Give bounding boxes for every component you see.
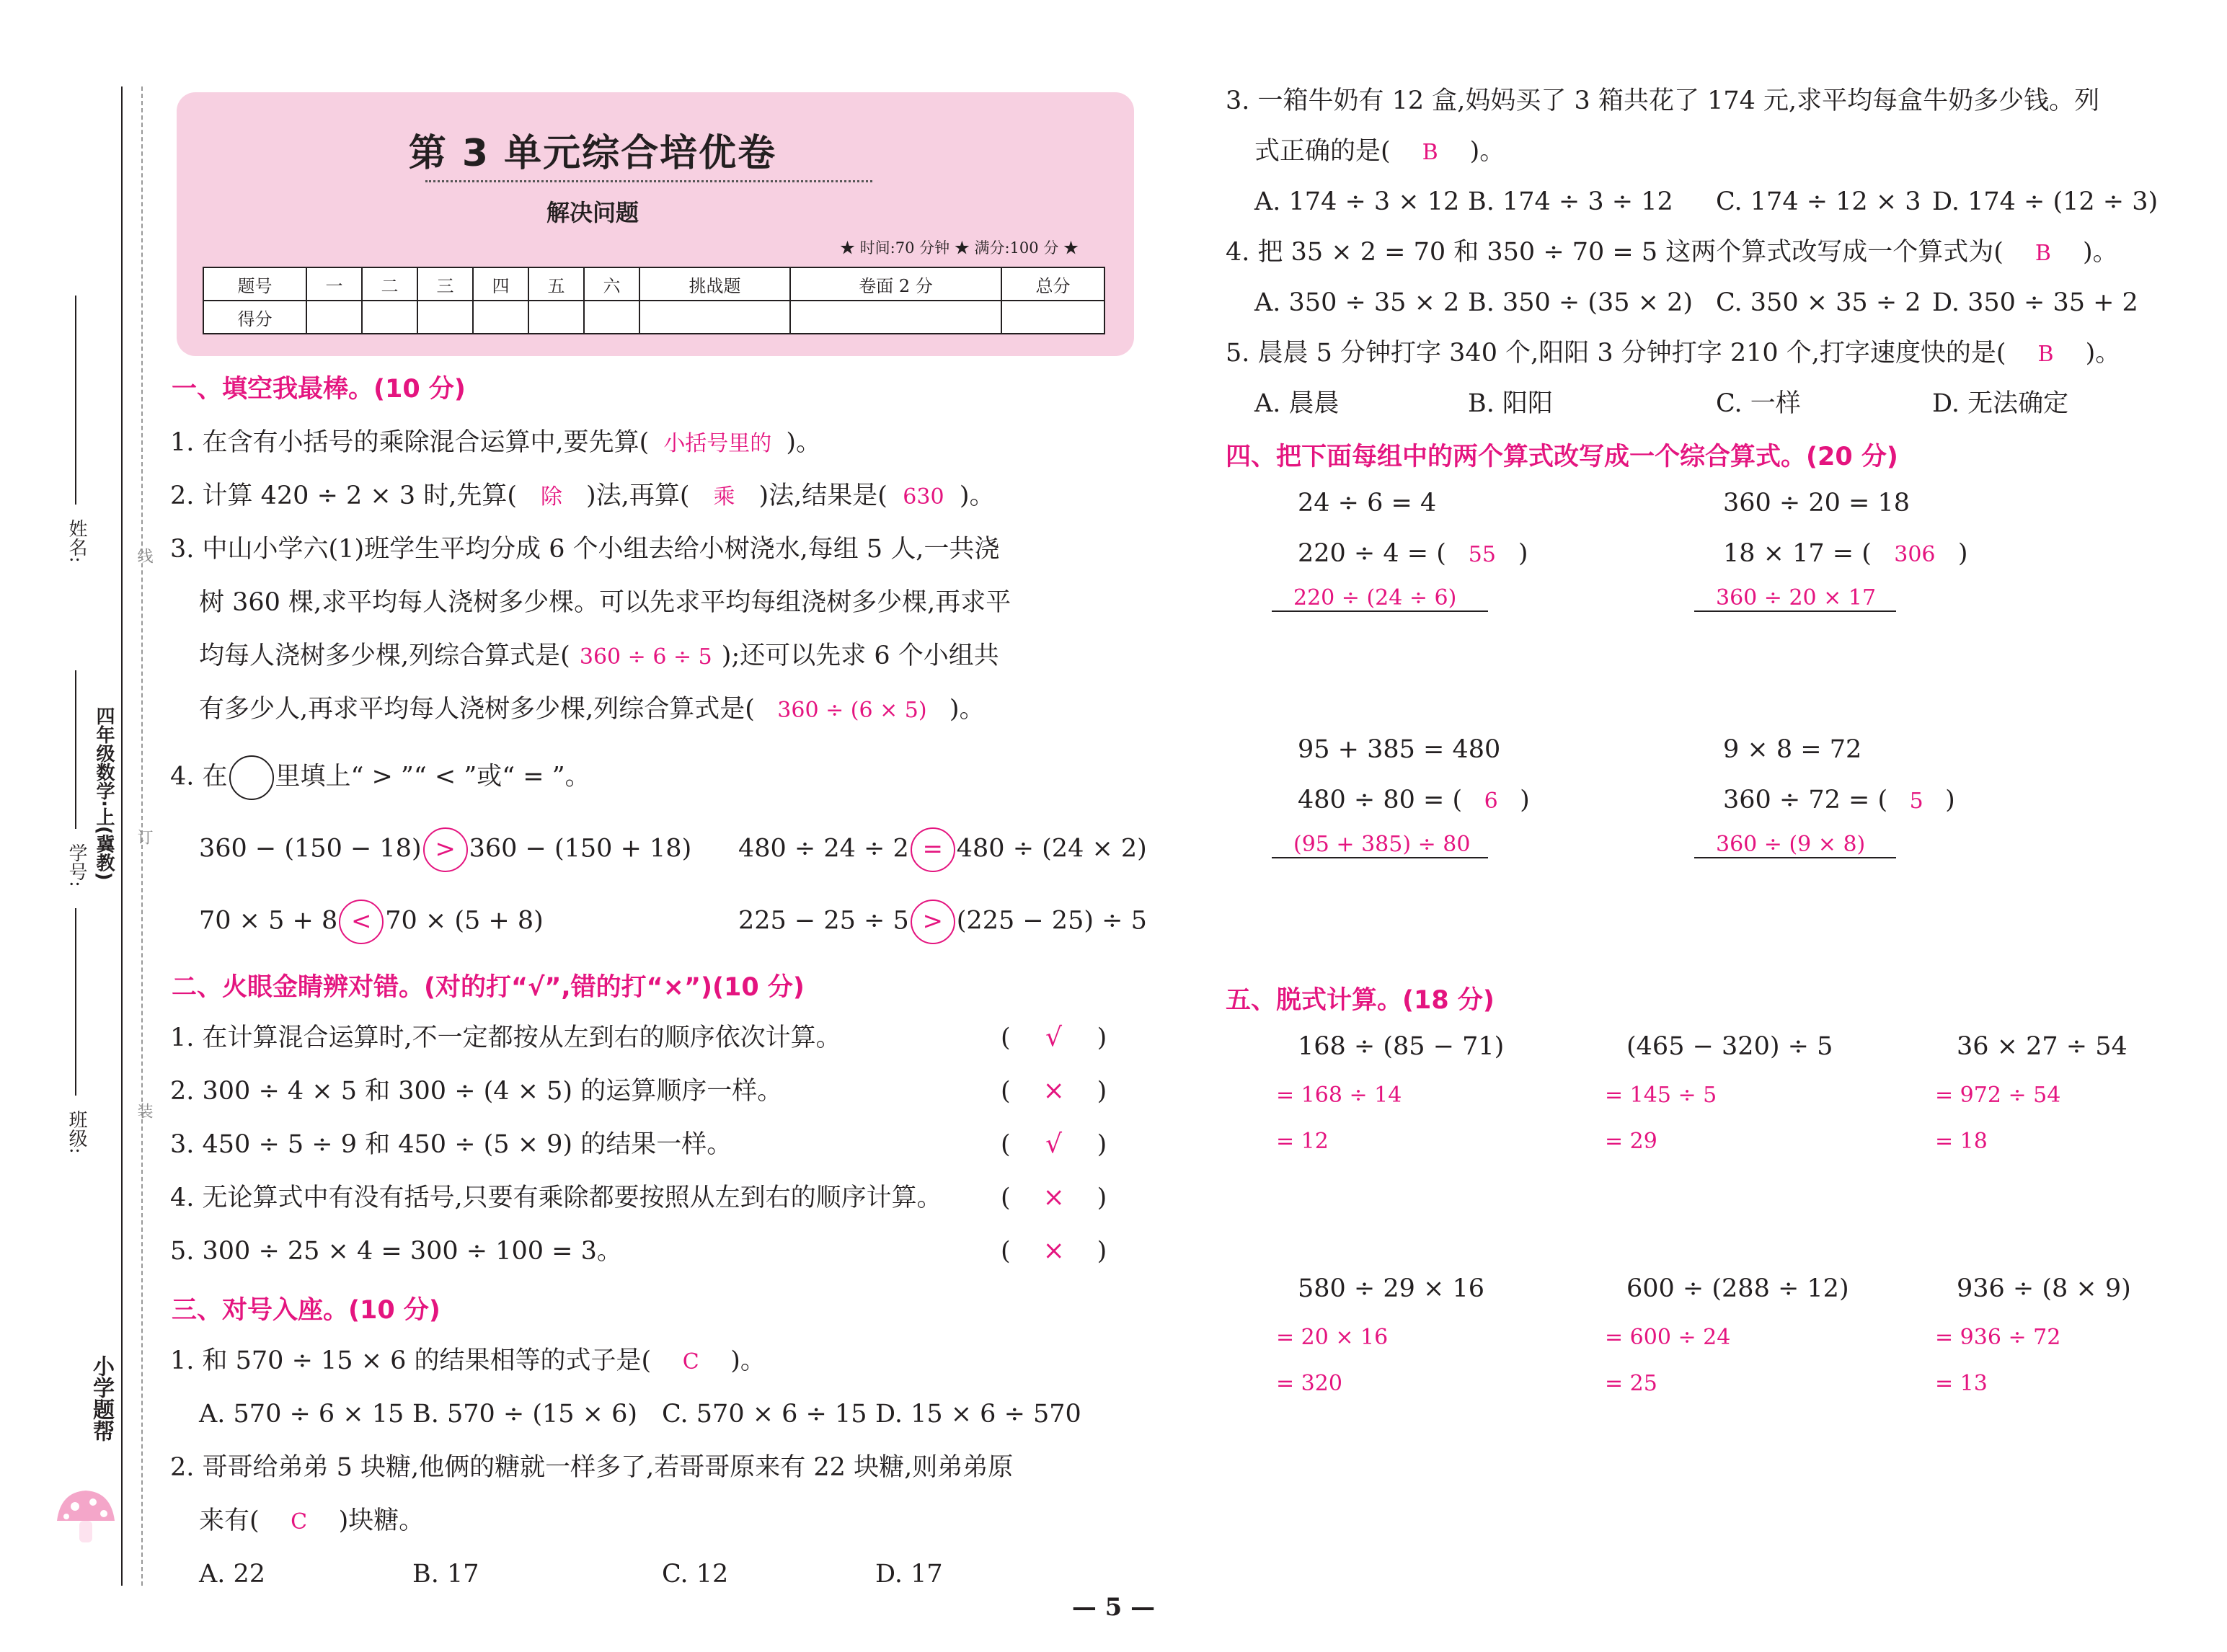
s1-q3-text-3b: );还可以先求 6 个小组共	[721, 641, 999, 670]
s3-q3-line1: 3. 一箱牛奶有 12 盒,妈妈买了 3 箱共花了 174 元,求平均每盒牛奶多少钱。列	[1226, 86, 2100, 115]
s1-q2-text: 2. 计算 420 ÷ 2 × 3 时,先算(	[170, 481, 518, 510]
s3-q5-text: 5. 晨晨 5 分钟打字 340 个,阳阳 3 分钟打字 210 个,打字速度快的是(	[1226, 339, 2006, 368]
s5-expr-1: 168 ÷ (85 − 71)	[1298, 1032, 1505, 1061]
tf-answer-4	[1001, 1182, 1107, 1214]
paren-right: )	[1097, 1023, 1107, 1052]
s1-q3-line1: 3. 中山小学六(1)班学生平均分成 6 个小组去给小树浇水,每组 5 人,一共浇	[170, 535, 1000, 564]
option: C. 174 ÷ 12 × 3	[1716, 187, 1921, 216]
margin-id-line	[75, 670, 76, 829]
s5-step-1b[interactable]: = 12	[1276, 1129, 1329, 1154]
s1-q2-text-4: )。	[959, 481, 995, 510]
tf-mark[interactable]: ×	[1042, 1183, 1065, 1212]
mushroom-logo-icon	[53, 1485, 118, 1550]
option: D. 17	[875, 1560, 943, 1589]
s5-expr-4: 580 ÷ 29 × 16	[1298, 1274, 1485, 1303]
s1-q4-text: 4. 在	[170, 762, 228, 791]
compare-left: 225 − 25 ÷ 5	[738, 906, 909, 936]
s3-q3-text-end: )。	[1469, 137, 1505, 166]
s4-answer[interactable]: 5	[1909, 789, 1923, 814]
compare-answer-circle[interactable]: <	[339, 900, 384, 944]
score-cell[interactable]	[473, 301, 528, 334]
s1-q3-text-3: 均每人浇树多少棵,列综合算式是(	[199, 641, 570, 670]
s4-group-4-line1: 9 × 8 = 72	[1723, 735, 1862, 764]
compare-right: 480 ÷ (24 × 2)	[956, 834, 1147, 863]
s4-combined-3[interactable]: (95 + 385) ÷ 80	[1272, 832, 1488, 858]
option: B. 350 ÷ (35 × 2)	[1468, 288, 1694, 317]
option: C. 570 × 6 ÷ 15	[662, 1400, 867, 1429]
option: B. 17	[412, 1560, 479, 1589]
margin-bind-label: 订	[135, 829, 153, 845]
score-col: 二	[362, 267, 417, 301]
option: D. 15 × 6 ÷ 570	[875, 1400, 1081, 1429]
section-2-title: 二、火眼金睛辨对错。(对的打“√”,错的打“×”)(10 分)	[172, 973, 805, 1002]
paren-right: )	[1097, 1184, 1107, 1212]
s1-q2-answer-3[interactable]: 630	[903, 484, 944, 510]
s5-step-3a[interactable]: = 972 ÷ 54	[1935, 1083, 2061, 1108]
margin-id-label: 学号:	[66, 843, 87, 887]
s5-step-4a[interactable]: = 20 × 16	[1276, 1325, 1389, 1350]
margin-name-line	[75, 296, 76, 505]
s1-compare-1	[199, 827, 691, 872]
option: D. 无法确定	[1932, 389, 2069, 418]
s5-step-5b[interactable]: = 25	[1605, 1371, 1657, 1396]
s5-step-2b[interactable]: = 29	[1605, 1129, 1657, 1154]
s5-step-6b[interactable]: = 13	[1935, 1371, 1988, 1396]
s1-q3-answer-2[interactable]: 360 ÷ (6 × 5)	[777, 698, 927, 723]
compare-answer-circle[interactable]: >	[423, 827, 468, 872]
s4-group-1-line2	[1298, 538, 1528, 571]
s1-q4-text-b: 里填上“ > ”“ < ”或“ = ”。	[275, 762, 590, 791]
s1-compare-4	[738, 900, 1147, 944]
s4-text: 220 ÷ 4 = (	[1298, 539, 1446, 568]
s1-q1-text-end: )。	[786, 428, 821, 457]
s5-step-4b[interactable]: = 320	[1276, 1371, 1342, 1396]
section-5-title: 五、脱式计算。(18 分)	[1226, 986, 1495, 1015]
option: C. 350 × 35 ÷ 2	[1716, 288, 1921, 317]
s4-answer[interactable]: 55	[1468, 542, 1496, 567]
compare-right: 70 × (5 + 8)	[385, 906, 544, 936]
s5-step-1a[interactable]: = 168 ÷ 14	[1276, 1083, 1402, 1108]
s3-q1-text: 1. 和 570 ÷ 15 × 6 的结果相等的式子是(	[170, 1346, 652, 1375]
s3-q5-text-end: )。	[2085, 339, 2121, 368]
time-info: ★ 时间:70 分钟 ★ 满分:100 分 ★	[840, 239, 1079, 257]
s5-step-3b[interactable]: = 18	[1935, 1129, 1988, 1154]
section-4-title: 四、把下面每组中的两个算式改写成一个综合算式。(20 分)	[1226, 443, 1898, 471]
s3-q5-answer[interactable]: B	[2037, 342, 2054, 367]
s1-q2-answer-1[interactable]: 除	[541, 484, 563, 510]
score-cell[interactable]	[362, 301, 417, 334]
tf-answer-2	[1001, 1075, 1107, 1107]
s3-q4-answer[interactable]: B	[2035, 241, 2051, 266]
s3-q1-answer[interactable]: C	[682, 1349, 699, 1375]
paren-right: )	[1097, 1237, 1107, 1266]
margin-solid-line	[121, 86, 123, 1586]
tf-mark[interactable]: ×	[1042, 1076, 1065, 1106]
header-box	[177, 92, 1134, 356]
s3-q1-text-end: )。	[730, 1346, 766, 1375]
s1-q2-text-2: )法,再算(	[586, 481, 690, 510]
s4-text: 480 ÷ 80 = (	[1298, 786, 1463, 814]
compare-answer-circle[interactable]: >	[911, 900, 955, 944]
s1-q2	[170, 480, 995, 513]
s3-q2-text-end: )块糖。	[338, 1506, 425, 1535]
compare-right: 360 − (150 + 18)	[469, 834, 692, 863]
paren-right: )	[1097, 1077, 1107, 1106]
s4-group-3-line1: 95 + 385 = 480	[1298, 735, 1501, 764]
option: D. 174 ÷ (12 ÷ 3)	[1932, 187, 2159, 216]
s4-text-end: )	[1957, 539, 1968, 568]
option: A. 22	[199, 1560, 266, 1589]
s4-combined-4[interactable]: 360 ÷ (9 × 8)	[1694, 832, 1896, 858]
option: C. 12	[662, 1560, 729, 1589]
compare-left: 70 × 5 + 8	[199, 906, 338, 936]
margin-book-label: 四年级数学·上(冀教)	[93, 706, 115, 881]
s3-q4-text: 4. 把 35 × 2 = 70 和 350 ÷ 70 = 5 这两个算式改写成一个算式为(	[1226, 238, 2004, 267]
s4-combined-2[interactable]: 360 ÷ 20 × 17	[1694, 585, 1896, 612]
s1-q3-line3	[199, 640, 999, 673]
title-dotted-rule	[425, 180, 872, 182]
s3-q3-line2	[1254, 136, 1505, 169]
s1-q1-text: 1. 在含有小括号的乘除混合运算中,要先算(	[170, 428, 650, 457]
s4-group-2-line2	[1723, 538, 1968, 571]
score-col: 卷面 2 分	[790, 267, 1001, 301]
compare-left: 360 − (150 − 18)	[199, 834, 422, 863]
option: A. 174 ÷ 3 × 12	[1254, 187, 1460, 216]
score-col-label: 题号	[203, 267, 306, 301]
blank-circle-icon	[229, 755, 274, 800]
s5-expr-5: 600 ÷ (288 ÷ 12)	[1626, 1274, 1849, 1303]
tf-mark[interactable]: √	[1045, 1023, 1063, 1052]
s1-q4	[170, 755, 590, 800]
tf-item-1: 1. 在计算混合运算时,不一定都按从左到右的顺序依次计算。	[170, 1023, 841, 1052]
s5-expr-6: 936 ÷ (8 × 9)	[1957, 1274, 2131, 1303]
s3-q2-line1: 2. 哥哥给弟弟 5 块糖,他俩的糖就一样多了,若哥哥原来有 22 块糖,则弟弟原	[170, 1453, 1014, 1482]
s1-q1	[170, 427, 821, 460]
score-col: 挑战题	[639, 267, 790, 301]
option: A. 570 ÷ 6 × 15	[199, 1400, 404, 1429]
s1-compare-3	[199, 900, 544, 944]
s4-text-end: )	[1518, 539, 1528, 568]
option: A. 350 ÷ 35 × 2	[1254, 288, 1460, 317]
score-col: 四	[473, 267, 528, 301]
tf-item-2: 2. 300 ÷ 4 × 5 和 300 ÷ (4 × 5) 的运算顺序一样。	[170, 1077, 783, 1106]
s4-group-4-line2	[1723, 784, 1955, 817]
score-table-score-row	[203, 301, 1104, 334]
s5-step-2a[interactable]: = 145 ÷ 5	[1605, 1083, 1717, 1108]
s4-text-end: )	[1520, 786, 1530, 814]
tf-item-5: 5. 300 ÷ 25 × 4 = 300 ÷ 100 = 3。	[170, 1237, 622, 1266]
s3-q3-answer[interactable]: B	[1422, 140, 1438, 165]
option: B. 570 ÷ (15 × 6)	[412, 1400, 638, 1429]
s4-text: 18 × 17 = (	[1723, 539, 1872, 568]
paren-right: )	[1097, 1130, 1107, 1159]
s4-combined-1[interactable]: 220 ÷ (24 ÷ 6)	[1272, 585, 1488, 612]
score-cell[interactable]	[1001, 301, 1104, 334]
s3-q5	[1226, 337, 2120, 370]
tf-item-4: 4. 无论算式中有没有括号,只要有乘除都要按照从左到右的顺序计算。	[170, 1184, 942, 1212]
option: C. 一样	[1716, 389, 1801, 418]
tf-answer-1	[1001, 1022, 1107, 1054]
score-cell[interactable]	[584, 301, 639, 334]
margin-pack-label: 装	[135, 1103, 153, 1119]
section-1-title: 一、填空我最棒。(10 分)	[172, 375, 466, 404]
margin-line-label: 线	[135, 548, 153, 564]
paren-left: (	[1001, 1237, 1011, 1266]
tf-answer-3	[1001, 1129, 1107, 1160]
s5-step-6a[interactable]: = 936 ÷ 72	[1935, 1325, 2061, 1350]
score-cell[interactable]	[417, 301, 473, 334]
score-table-header-row	[203, 267, 1104, 301]
score-col: 一	[306, 267, 362, 301]
s3-q2-answer[interactable]: C	[291, 1509, 308, 1535]
score-table	[203, 267, 1105, 334]
paren-left: (	[1001, 1130, 1011, 1159]
margin-class-line	[75, 908, 76, 1096]
option: A. 晨晨	[1254, 389, 1340, 418]
tf-mark[interactable]: ×	[1042, 1236, 1065, 1266]
s1-q3-text-4b: )。	[949, 695, 985, 724]
tf-item-3: 3. 450 ÷ 5 ÷ 9 和 450 ÷ (5 × 9) 的结果一样。	[170, 1130, 732, 1159]
s1-compare-2	[738, 827, 1147, 872]
paren-left: (	[1001, 1023, 1011, 1052]
s3-q3-text: 式正确的是(	[1254, 137, 1391, 166]
score-cell[interactable]	[306, 301, 362, 334]
s4-group-2-line1: 360 ÷ 20 = 18	[1723, 489, 1911, 518]
s4-text-end: )	[1945, 786, 1955, 814]
page-title: 第 3 单元综合培优卷	[408, 132, 777, 175]
s3-q4-text-end: )。	[2082, 238, 2118, 267]
compare-answer-circle[interactable]: =	[911, 827, 955, 872]
score-col: 三	[417, 267, 473, 301]
s4-text: 360 ÷ 72 = (	[1723, 786, 1888, 814]
s4-group-1-line1: 24 ÷ 6 = 4	[1298, 489, 1437, 518]
s4-answer[interactable]: 6	[1484, 789, 1498, 814]
tf-answer-5	[1001, 1235, 1107, 1267]
s3-q1	[170, 1345, 766, 1378]
margin-name-label: 姓名:	[66, 519, 87, 563]
score-cell[interactable]	[528, 301, 584, 334]
s5-expr-2: (465 − 320) ÷ 5	[1626, 1032, 1833, 1061]
page-subtitle: 解决问题	[546, 199, 639, 226]
s1-q1-answer[interactable]: 小括号里的	[663, 431, 772, 456]
section-3-title: 三、对号入座。(10 分)	[172, 1296, 440, 1325]
page-number: — 5 —	[1071, 1593, 1156, 1622]
compare-left: 480 ÷ 24 ÷ 2	[738, 834, 909, 863]
s1-q3-text-4: 有多少人,再求平均每人浇树多少棵,列综合算式是(	[199, 695, 755, 724]
paren-left: (	[1001, 1077, 1011, 1106]
s3-q2-text: 来有(	[199, 1506, 260, 1535]
score-cell[interactable]	[639, 301, 790, 334]
s3-q2-line2	[199, 1505, 424, 1538]
s1-q2-text-3: )法,结果是(	[758, 481, 887, 510]
compare-right: (225 − 25) ÷ 5	[956, 906, 1147, 936]
s5-expr-3: 36 × 27 ÷ 54	[1957, 1032, 2128, 1061]
s1-q3-line2: 树 360 棵,求平均每人浇树多少棵。可以先求平均每组浇树多少棵,再求平	[199, 588, 1011, 617]
score-cell[interactable]	[790, 301, 1001, 334]
s5-step-5a[interactable]: = 600 ÷ 24	[1605, 1325, 1731, 1350]
option: B. 阳阳	[1468, 389, 1553, 418]
margin-class-label: 班级:	[66, 1110, 87, 1154]
s3-q4	[1226, 236, 2118, 270]
tf-mark[interactable]: √	[1045, 1129, 1063, 1159]
s1-q3-answer-1[interactable]: 360 ÷ 6 ÷ 5	[579, 644, 712, 670]
s4-answer[interactable]: 306	[1894, 542, 1936, 567]
s1-q3-line4	[199, 693, 985, 727]
s1-q2-answer-2[interactable]: 乘	[713, 484, 735, 510]
paren-left: (	[1001, 1184, 1011, 1212]
s4-group-3-line2	[1298, 784, 1530, 817]
score-col: 六	[584, 267, 639, 301]
option: B. 174 ÷ 3 ÷ 12	[1468, 187, 1673, 216]
score-col: 总分	[1001, 267, 1104, 301]
option: D. 350 ÷ 35 + 2	[1932, 288, 2138, 317]
score-row-label: 得分	[203, 301, 306, 334]
score-col: 五	[528, 267, 584, 301]
margin-brand: 小学题帮	[89, 1355, 114, 1442]
